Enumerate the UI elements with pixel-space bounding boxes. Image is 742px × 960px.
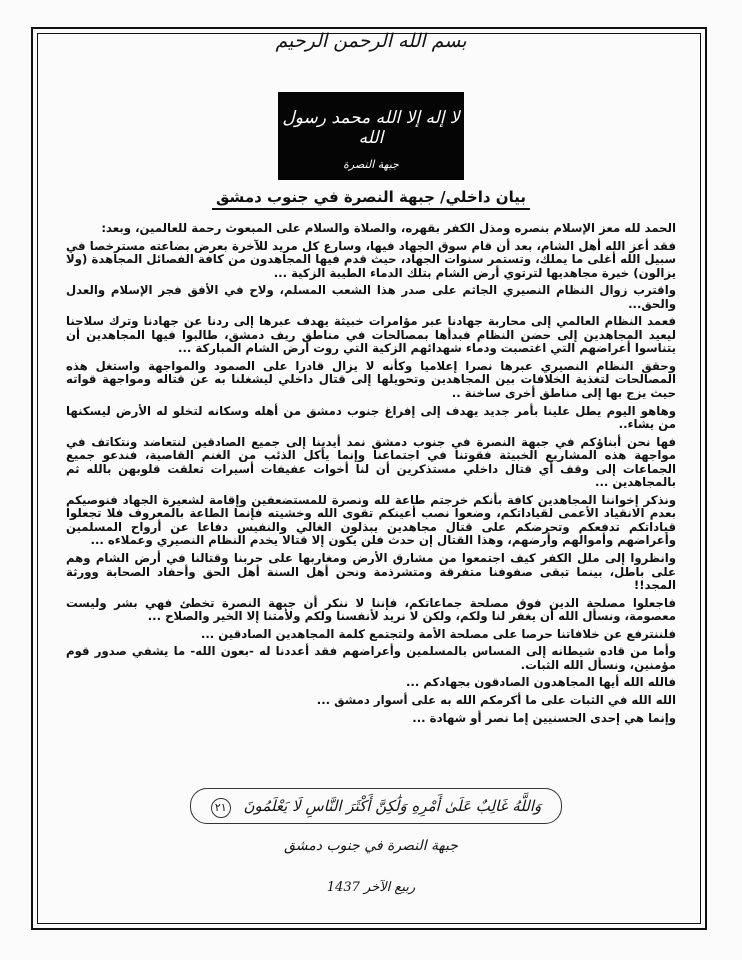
paragraph: وأما من قاده شيطانه إلى المساس بالمسلمين وأعراضهم فقد أعددنا له -بعون الله- ما يشفي صدور قوم مؤمنين، ونسأل الله الثبات.: [66, 644, 676, 672]
paragraph: فقد أعز الله أهل الشام، بعد أن قام سوق الجهاد فيها، وسارع كل مريد للآخرة بعرض بضاعته مسترخصا في سبيل الله أغلى ما يملك، وتستمر سنوات الجهاد، حيث قدم فيها المجاهدون من كافة الفصائل المجاهدة (ولا يزالون) خيرة مجاهديها لترتوي أرض الشام بتلك الدماء الطيبة الزكية ...: [66, 238, 676, 280]
paragraph: واقترب زوال النظام النصيري الجاثم على صدر هذا الشعب المسلم، ولاح في الأفق فجر الإسلام والعدل والحق...: [66, 283, 676, 311]
quran-verse-text: وَاللَّهُ غَالِبٌ عَلَىٰ أَمْرِهِ وَلَٰكِنَّ أَكْثَرَ النَّاسِ لَا يَعْلَمُونَ: [243, 797, 542, 815]
quran-verse-box: [190, 788, 562, 824]
paragraph: وانظروا إلى ملل الكفر كيف اجتمعوا من مشارق الأرض ومغاربها على حربنا وقتالنا في أرض الشام وهم على باطل، بينما تبقى صفوفنا متفرقة ومتشرذمة ونحن أهل السنة أهل الحق وأحفاد الصحابة وورثة المجد!!: [66, 551, 676, 593]
banner-shahada-text: لا إله إلا الله محمد رسول الله: [282, 108, 460, 148]
paragraph: وهاهو اليوم يطل علينا بأمر جديد يهدف إلى إفراغ جنوب دمشق من أهله وسكانه لتخلو له الأرض ليسكنها من يشاء..: [66, 403, 676, 432]
paragraph: الحمد لله معز الإسلام بنصره ومذل الكفر بقهره، والصلاة والسلام على المبعوث رحمة للعالمين، وبعد:: [101, 221, 676, 235]
document-title-text: بيان داخلي/ جبهة النصرة في جنوب دمشق: [212, 188, 530, 210]
paragraph: وحقق النظام النصيري عبرها نصرا إعلاميا وكأنه لا يزال قادرا على الصمود والمواجهة واستغل هذه المصالحات لتغذية الخلافات بين المجاهدين وتحويلها إلى قتال داخلي ليشغلنا به عن قتاله ومواجهة قواته حيث يزج بها إلى مناطق أخرى ساخنة ..: [66, 358, 676, 401]
statement-body: [66, 222, 676, 729]
paragraph: الله الله في الثبات على ما أكرمكم الله به على أسوار دمشق ...: [316, 692, 676, 707]
ayah-number-badge: ٢١: [211, 798, 231, 818]
paragraph: فلننترفع عن خلافاتنا حرصا على مصلحة الأمة ولتجتمع كلمة المجاهدين الصادقين ...: [200, 626, 676, 641]
issue-date: ربيع الآخر 1437: [326, 880, 416, 895]
paragraph: ونذكر إخواننا المجاهدين كافة بأنكم خرجتم طاعة لله ونصرة للمستضعفين وإقامة لشعيرة الجهاد فنوصيكم بعدم الانقياد الأعمى لقياداتكم، وضعوا نصب أعينكم تقوى الله وخشيته فإنما الطاعة بالمعروف فلا تجعلوا قياداتكم تدفعكم وتحرضكم على قتال مجاهدين يبذلون الغالي والنفيس دفاعا عن أرواح المسلمين وأعراضهم وأموالهم وأرضهم، وهذا القتال إن حدث فلن يكون إلا قتالا يخدم النظام النصيري وعملاءه ...: [66, 492, 676, 548]
paragraph: فها نحن أبناؤكم في جبهة النصرة في جنوب دمشق نمد أيدينا إلى جميع الصادقين لنتعاضد ونتكاتف في مواجهة هذه المشاريع الخبيثة فقوتنا في اجتماعنا وإنما يأكل الذئب من الغنم القاصية، فندعو جميع الجماعات إلى وقف أي قتال داخلي مستذكرين أن لنا أخوات عفيفات أسيرات تعلقت قلوبهن بالله ثم بالمجاهدين ...: [66, 434, 676, 490]
basmala-calligraphy: بسم الله الرحمن الرحيم: [275, 30, 467, 52]
paragraph: فالله الله أيها المجاهدون الصادقون بجهادكم ...: [405, 675, 676, 690]
paragraph: فعمد النظام العالمي إلى محاربة جهادنا عبر مؤامرات خبيثة يهدف عبرها إلى ردنا عن جهادنا وترك سلاحنا ليعيد المجاهدين إلى حضن النظام فبدأها بمصالحات في مناطق ريف دمشق، طالبوا فيها المجاهدين أن يتناسوا أعراضهم التي اغتصبت ودماء شهدائهم الزكية التي روت أرض الشام المباركة ...: [66, 314, 676, 356]
paragraph: فاجعلوا مصلحة الدين فوق مصلحة جماعاتكم، فإننا لا ننكر أن جبهة النصرة تخطئ فهي بشر وليست معصومة، ونسأل الله أن يغفر لنا ولكم، ولكن لا نريد لأنفسنا ولكم ولأمتنا إلا الخير والصلاح ...: [66, 595, 676, 624]
paragraph: وإنما هي إحدى الحسنيين إما نصر أو شهادة ...: [412, 710, 676, 725]
black-banner-logo: [278, 92, 464, 180]
banner-org-name: جبهة النصرة: [343, 158, 399, 171]
signature: جبهة النصرة في جنوب دمشق: [284, 838, 458, 854]
document-title: [0, 188, 742, 206]
